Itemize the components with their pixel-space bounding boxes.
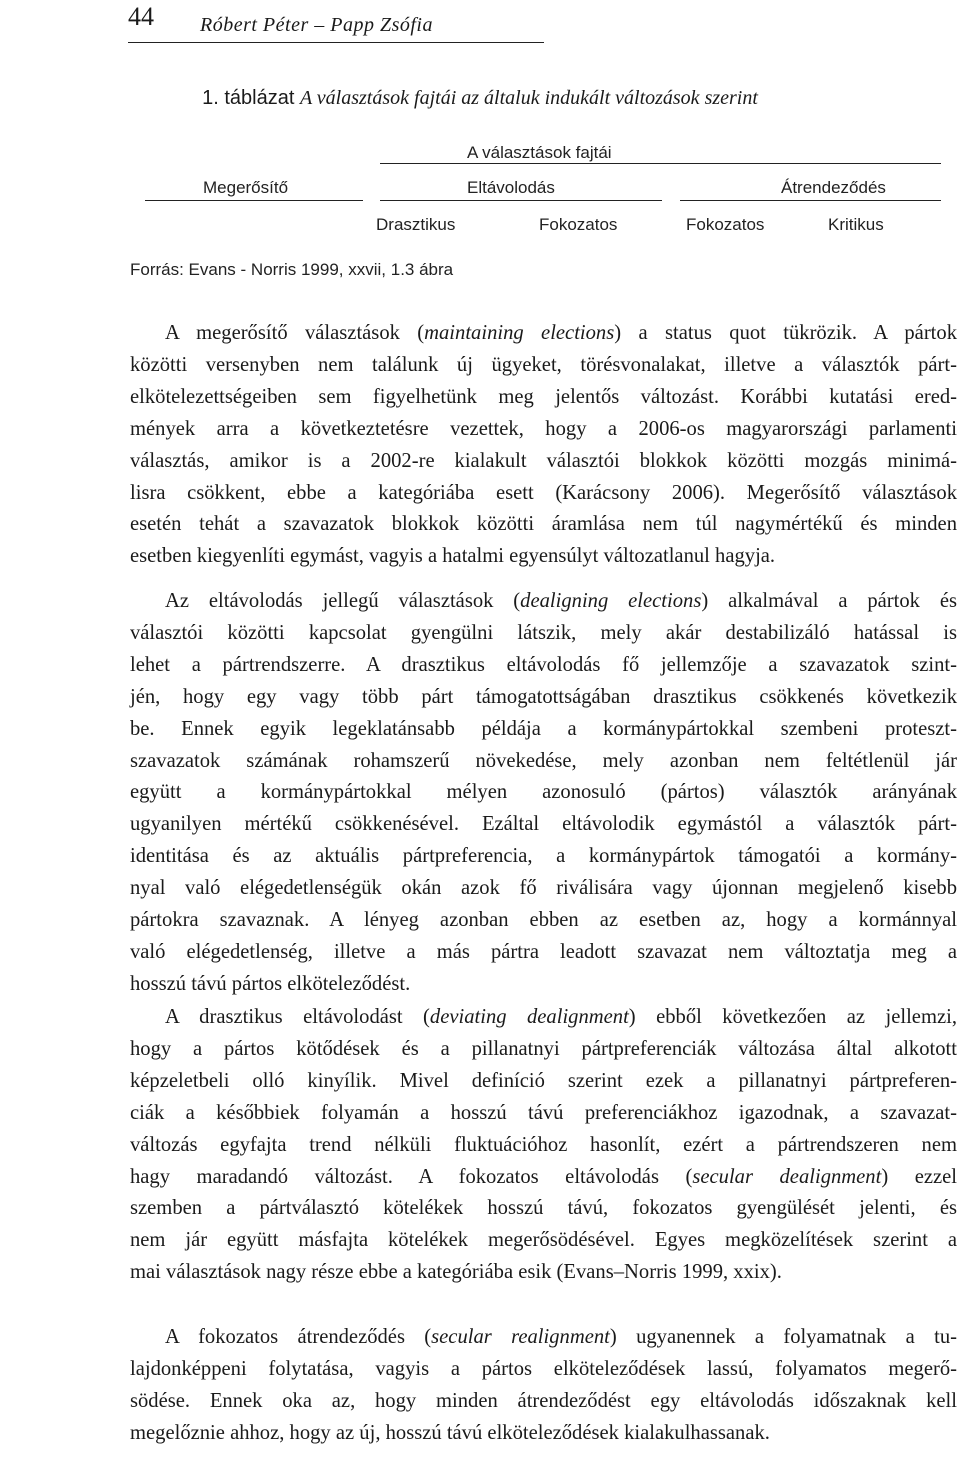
text-line: södése. Ennek oka az, hogy minden átrendeződést egy eltávolodás időszaknak kell (130, 1389, 957, 1412)
text-line: elkötelezettségeiben sem figyelhetünk meg jelentős változást. Korábbi kutatási ered- (130, 385, 957, 408)
caption-title: A választások fajtái az általuk indukált változások szerint (299, 87, 758, 109)
text-line (130, 318, 957, 350)
col-header-atrendezodes: Átrendeződés (781, 178, 886, 197)
col-header-eltavolodas: Eltávolodás (467, 178, 555, 197)
text-run: Az eltávolodás jellegű választások ( (165, 590, 521, 612)
text-line: megelőznie ahhoz, hogy az új, hosszú távú elköteleződések kialakulhassanak. (130, 1421, 770, 1444)
text-line: hosszú távú pártos elköteleződést. (130, 972, 411, 995)
text-line: ugyanilyen mértékű csökkenésével. Ezáltal eltávolodik egymástól a választók párt- (130, 813, 957, 836)
col-rule-atrendezodes (680, 200, 941, 201)
text-line: való elégedetlenség, illetve a más pártra leadott szavazat nem változtatja meg a (130, 940, 957, 963)
page-number: 44 (128, 2, 154, 31)
text-run: ) a status quot tükrözik. A pártok (614, 322, 957, 344)
subcol-kritikus: Kritikus (828, 215, 884, 234)
text-run: ) alkalmával a pártok és (701, 590, 957, 612)
text-line (130, 1002, 957, 1034)
text-line: identitása és az aktuális pártpreferencia, a kormánypártok támogatói a kormány- (130, 845, 957, 868)
col-rule-eltavolodas (380, 200, 662, 201)
italic-term: maintaining elections (424, 322, 615, 344)
paragraph-4 (130, 1322, 957, 1450)
text-line: változás egyfajta trend nélküli fluktuációhoz hasonlít, ezért a pártrendszeren nem (130, 1133, 957, 1156)
paragraph-1 (130, 318, 957, 573)
header-rule (128, 42, 544, 43)
text-line: együtt a kormánypártokkal mélyen azonosuló (pártos) választók arányának (130, 781, 957, 804)
italic-term: dealigning elections (520, 590, 702, 612)
text-line: nyal való elégedetlenségük okán azok fő riválisára vagy újonnan megjelenő kisebb (130, 877, 957, 900)
italic-term: secular dealignment (692, 1165, 882, 1188)
subcol-drasztikus: Drasztikus (376, 215, 456, 234)
text-run: hagy maradandó változást. A fokozatos eltávolodás ( (130, 1165, 693, 1188)
text-line: lajdonképpeni folytatása, vagyis a pártos elköteleződések lassú, folyamatos megerő- (130, 1357, 957, 1380)
col-rule-megerosito (145, 200, 363, 201)
italic-term: deviating dealignment (429, 1006, 629, 1028)
text-line: pártokra szavaznak. A lényeg azonban ebben az esetben az, hogy a kormánnyal (130, 909, 957, 932)
text-line: jén, hogy egy vagy több párt támogatottságában drasztikus csökkenés következik (130, 685, 957, 708)
text-run: A fokozatos átrendeződés ( (165, 1326, 432, 1348)
text-line (130, 1322, 957, 1354)
text-run: ) ebből következően az jellemzi, (628, 1006, 957, 1028)
text-line: szavazatok számának rohamszerű növekedése, mely azonban nem feltétlenül jár (130, 749, 957, 772)
text-line (130, 1162, 957, 1194)
table-caption (0, 87, 960, 110)
text-line: esetén tehát a szavazatok blokkok közötti áramlása nem túl nagymértékű és minden (130, 513, 957, 536)
text-line: hogy a pártos kötődések és a pillanatnyi pártpreferenciák változása által alkotott (130, 1037, 957, 1060)
paragraph-2 (130, 586, 957, 1001)
table-source-note: Forrás: Evans - Norris 1999, xxvii, 1.3 ábra (130, 260, 454, 279)
caption-prefix: 1. táblázat (202, 87, 295, 109)
paragraph-3 (130, 1002, 957, 1289)
text-line: mények arra a következtetésre vezettek, hogy a 2006-os magyarországi parlamenti (130, 417, 957, 440)
text-line (130, 586, 957, 618)
text-line: választói közötti kapcsolat gyengülni látszik, mely akár destabilizáló hatással is (130, 621, 957, 644)
text-line: választás, amikor is a 2002-re kialakult választói blokkok közötti mozgás minimá- (130, 449, 957, 472)
text-run: A drasztikus eltávolodást ( (165, 1006, 430, 1028)
table-group-header: A választások fajtái (467, 143, 612, 162)
running-head: Róbert Péter – Papp Zsófia (200, 14, 433, 36)
subcol-fokozatos-2: Fokozatos (686, 215, 765, 234)
text-line: képzeletbeli olló kinyílik. Mivel definíció szerint ezek a pillanatnyi pártpreferen- (130, 1069, 957, 1092)
text-line: esetben kiegyenlíti egymást, vagyis a hatalmi egyensúlyt változatlanul hagyja. (130, 545, 776, 568)
text-line: mai választások nagy része ebbe a kategóriába esik (Evans–Norris 1999, xxix). (130, 1261, 782, 1284)
text-run: A megerősítő választások ( (165, 322, 425, 344)
text-line: ciák a későbbiek folyamán a hosszú távú preferenciákhoz igazodnak, a szavazat- (130, 1101, 957, 1124)
text-line: szemben a pártválasztó kötelékek hosszú távú, fokozatos gyengülését jelenti, és (130, 1197, 957, 1220)
italic-term: secular realignment (431, 1326, 610, 1348)
text-run: ) ugyanennek a folyamatnak a tu- (609, 1326, 957, 1348)
text-line: be. Ennek egyik legeklatánsabb példája a kormánypártokkal szembeni proteszt- (130, 717, 957, 740)
text-line: lisra csökkent, ebbe a kategóriába esett (Karácsony 2006). Megerősítő választások (130, 481, 957, 504)
col-header-megerosito: Megerősítő (203, 178, 289, 197)
text-run: ) ezzel (881, 1165, 958, 1188)
text-line: nem jár együtt másfajta kötelékek megerősödésével. Egyes megközelítések szerint a (130, 1229, 957, 1252)
text-line: lehet a pártrendszerre. A drasztikus eltávolodás fő jellemzője a szavazatok szint- (130, 653, 957, 676)
group-header-rule (380, 163, 941, 164)
subcol-fokozatos-1: Fokozatos (539, 215, 618, 234)
text-line: közötti versenyben nem találunk új ügyeket, törésvonalakat, illetve a választók párt- (130, 353, 957, 376)
